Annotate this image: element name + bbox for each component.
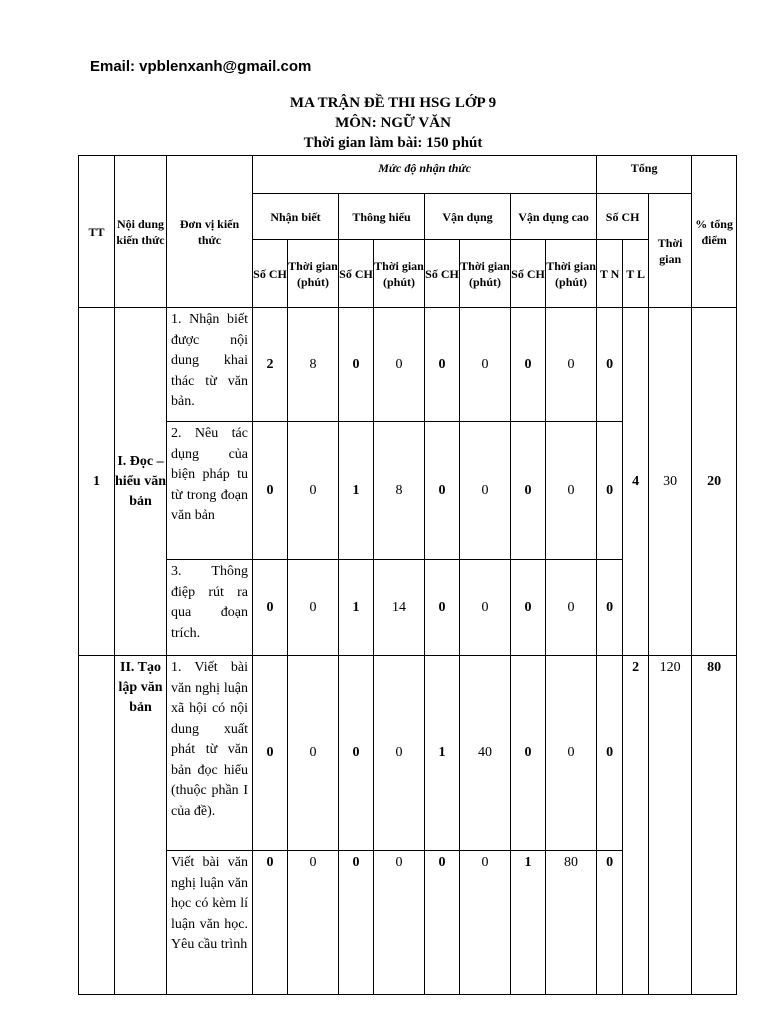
cell-nb-ch: 0 (253, 560, 288, 656)
cell-vd-ch: 0 (425, 422, 460, 560)
header-tn: T N (597, 240, 623, 308)
cell-th-ch: 0 (339, 656, 374, 851)
cell-tn: 0 (597, 308, 623, 422)
header-so-ch: Số CH (425, 240, 460, 308)
cell-th-ch: 1 (339, 422, 374, 560)
header-tt: TT (79, 156, 115, 308)
cell-vd-tg: 0 (460, 560, 511, 656)
exam-matrix-table (78, 155, 737, 995)
header-tl: T L (623, 240, 649, 308)
title-block (0, 93, 768, 153)
cell-vdc-ch: 0 (511, 422, 546, 560)
cell-tn: 0 (597, 851, 623, 995)
section-percent: 20 (692, 308, 737, 656)
cell-th-tg: 14 (374, 560, 425, 656)
cell-nb-ch: 0 (253, 851, 288, 995)
header-content: Nội dung kiến thức (115, 156, 167, 308)
cell-vdc-ch: 0 (511, 656, 546, 851)
table-row (79, 656, 737, 851)
cell-th-tg: 8 (374, 422, 425, 560)
cell-th-tg: 0 (374, 851, 425, 995)
cell-vdc-ch: 0 (511, 560, 546, 656)
section-domain: II. Tạo lập văn bản (115, 656, 167, 995)
cell-vdc-tg: 0 (546, 308, 597, 422)
header-cognitive-level: Mức độ nhận thức (253, 156, 597, 194)
header-thoi-gian: Thời gian (phút) (288, 240, 339, 308)
knowledge-unit: Viết bài văn nghị luận văn học có kèm lí luận văn học. Yêu cầu trình (167, 851, 253, 995)
cell-vdc-tg: 80 (546, 851, 597, 995)
cell-th-tg: 0 (374, 308, 425, 422)
duration-title: Thời gian làm bài: 150 phút (303, 135, 483, 151)
header-so-ch-group: Số CH (597, 194, 649, 240)
cell-nb-tg: 0 (288, 851, 339, 995)
cell-th-ch: 0 (339, 851, 374, 995)
cell-vdc-ch: 1 (511, 851, 546, 995)
cell-th-ch: 0 (339, 308, 374, 422)
cell-nb-tg: 0 (288, 656, 339, 851)
cell-nb-ch: 2 (253, 308, 288, 422)
header-total-time: Thời gian (649, 194, 692, 308)
cell-vd-ch: 0 (425, 851, 460, 995)
cell-tn: 0 (597, 422, 623, 560)
section-total-tl: 2 (623, 656, 649, 995)
header-nhan-biet: Nhận biết (253, 194, 339, 240)
email-header: Email: vpblenxanh@gmail.com (90, 58, 312, 75)
cell-vdc-tg: 0 (546, 656, 597, 851)
cell-vd-ch: 1 (425, 656, 460, 851)
header-total: Tổng (597, 156, 692, 194)
cell-vdc-tg: 0 (546, 560, 597, 656)
cell-nb-tg: 0 (288, 560, 339, 656)
cell-nb-ch: 0 (253, 656, 288, 851)
cell-vd-tg: 40 (460, 656, 511, 851)
exam-title: MA TRẬN ĐỀ THI HSG LỚP 9 (289, 95, 497, 111)
section-percent: 80 (692, 656, 737, 995)
cell-vd-tg: 0 (460, 851, 511, 995)
cell-vd-ch: 0 (425, 308, 460, 422)
header-van-dung: Vận dụng (425, 194, 511, 240)
cell-vd-tg: 0 (460, 308, 511, 422)
cell-th-tg: 0 (374, 656, 425, 851)
cell-vdc-tg: 0 (546, 422, 597, 560)
header-thoi-gian: Thời gian (phút) (374, 240, 425, 308)
header-so-ch: Số CH (253, 240, 288, 308)
knowledge-unit: 2. Nêu tác dụng của biện pháp tu từ trong đoạn văn bản (167, 422, 253, 560)
knowledge-unit: 1. Viết bài văn nghị luận xã hội có nội dung xuất phát từ văn bản đọc hiểu (thuộc phần I của đề). (167, 656, 253, 851)
section-total-time: 120 (649, 656, 692, 995)
cell-tn: 0 (597, 560, 623, 656)
cell-vd-ch: 0 (425, 560, 460, 656)
section-number: 1 (79, 308, 115, 656)
header-so-ch: Số CH (339, 240, 374, 308)
header-thoi-gian: Thời gian (phút) (460, 240, 511, 308)
cell-vdc-ch: 0 (511, 308, 546, 422)
section-total-time: 30 (649, 308, 692, 656)
header-thoi-gian: Thời gian (phút) (546, 240, 597, 308)
header-percent: % tổng điểm (692, 156, 737, 308)
cell-vd-tg: 0 (460, 422, 511, 560)
header-thong-hieu: Thông hiểu (339, 194, 425, 240)
subject-title: MÔN: NGỮ VĂN (335, 115, 451, 131)
cell-th-ch: 1 (339, 560, 374, 656)
knowledge-unit: 1. Nhận biết được nội dung khai thác từ văn bản. (167, 308, 253, 422)
section-number-empty (79, 656, 115, 995)
cell-nb-tg: 8 (288, 308, 339, 422)
section-total-tl: 4 (623, 308, 649, 656)
header-unit: Đơn vị kiến thức (167, 156, 253, 308)
cell-nb-ch: 0 (253, 422, 288, 560)
header-van-dung-cao: Vận dụng cao (511, 194, 597, 240)
knowledge-unit: 3. Thông điệp rút ra qua đoạn trích. (167, 560, 253, 656)
section-domain: I. Đọc – hiểu văn bản (115, 308, 167, 656)
cell-tn: 0 (597, 656, 623, 851)
header-so-ch: Số CH (511, 240, 546, 308)
table-row (79, 308, 737, 422)
cell-nb-tg: 0 (288, 422, 339, 560)
